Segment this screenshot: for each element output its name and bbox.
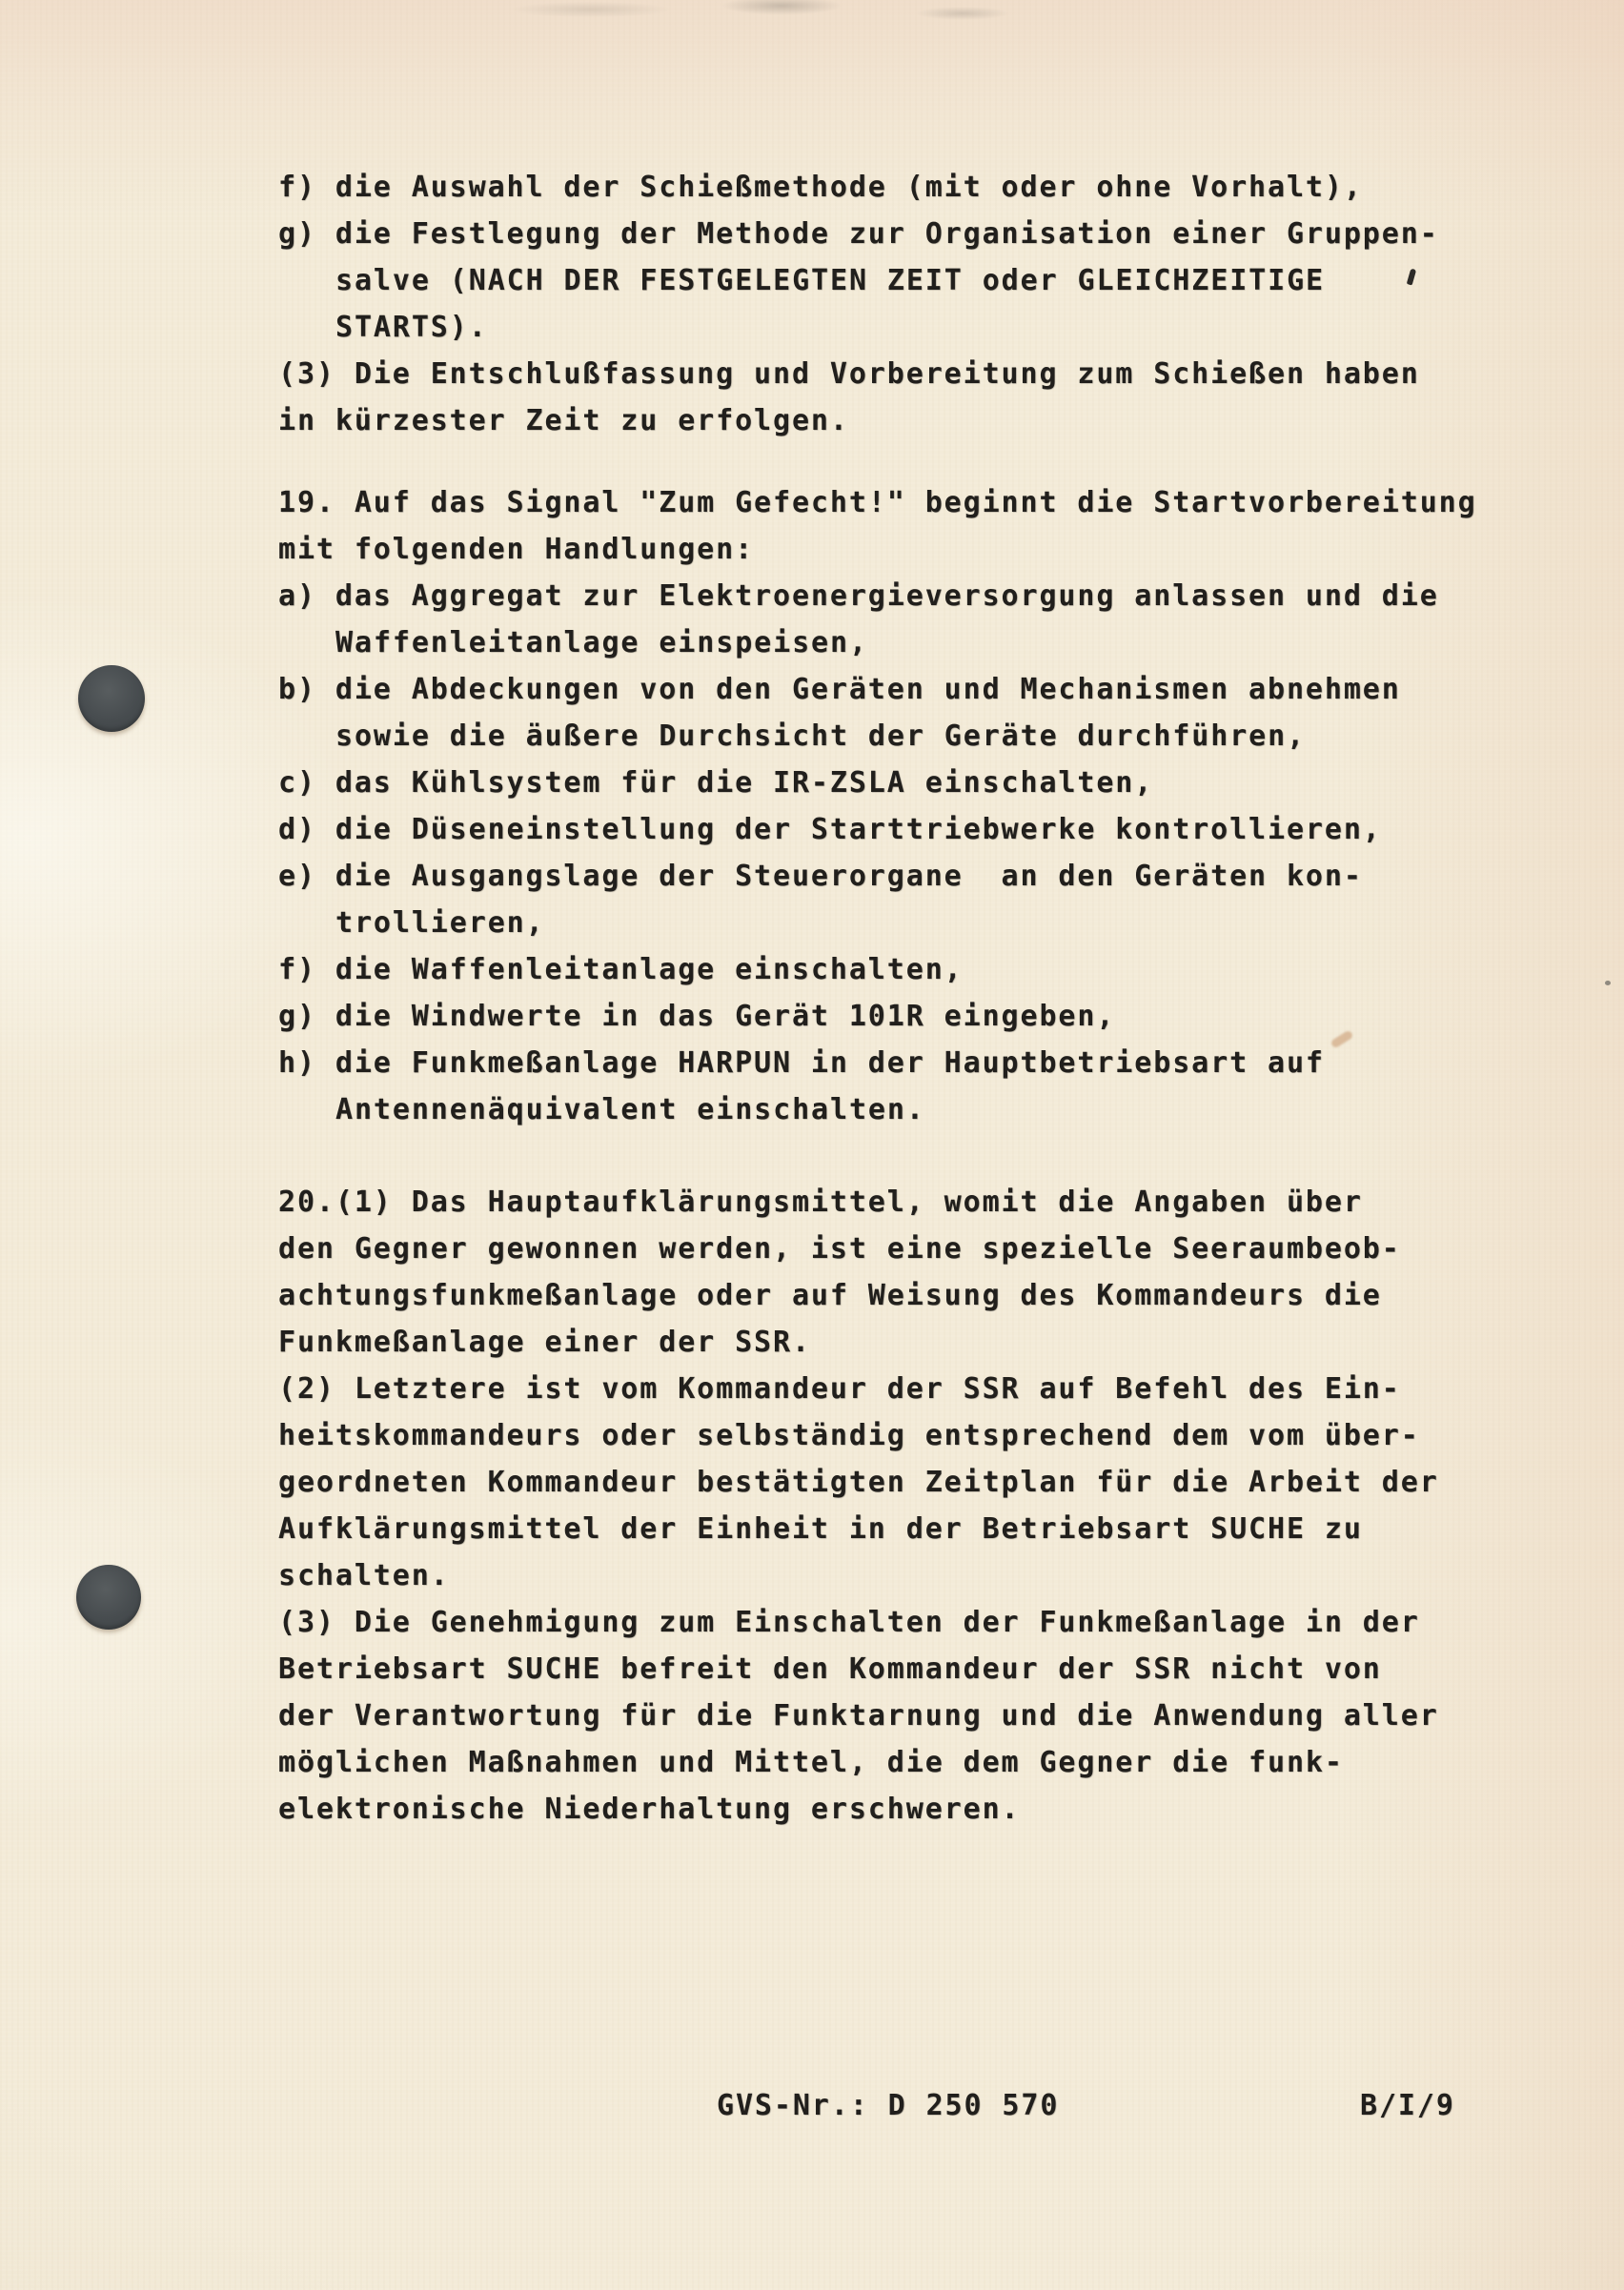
page-reference: B/I/9 bbox=[1360, 2089, 1455, 2122]
text-line: c) das Kühlsystem für die IR-ZSLA einschalten, bbox=[278, 766, 1154, 800]
text-line: f) die Waffenleitanlage einschalten, bbox=[278, 953, 964, 986]
text-line: (2) Letztere ist vom Kommandeur der SSR auf Befehl des Ein- bbox=[278, 1372, 1401, 1406]
text-line: 20.(1) Das Hauptaufklärungsmittel, womit die Angaben über bbox=[278, 1186, 1363, 1219]
text-line: g) die Windwerte in das Gerät 101R eingeben, bbox=[278, 1000, 1116, 1033]
text-line: Betriebsart SUCHE befreit den Kommandeur der SSR nicht von bbox=[278, 1652, 1382, 1686]
text-line: den Gegner gewonnen werden, ist eine spezielle Seeraumbeob- bbox=[278, 1232, 1401, 1266]
text-line: Waffenleitanlage einspeisen, bbox=[335, 626, 868, 659]
text-line: (3) Die Entschlußfassung und Vorbereitung zum Schießen haben bbox=[278, 357, 1420, 391]
text-line: h) die Funkmeßanlage HARPUN in der Hauptbetriebsart auf bbox=[278, 1046, 1325, 1080]
text-line: der Verantwortung für die Funktarnung und die Anwendung aller bbox=[278, 1699, 1439, 1733]
text-line: Antennenäquivalent einschalten. bbox=[335, 1093, 925, 1126]
text-line: g) die Festlegung der Methode zur Organisation einer Gruppen- bbox=[278, 217, 1439, 251]
text-line: 19. Auf das Signal "Zum Gefecht!" beginnt die Startvorbereitung bbox=[278, 486, 1477, 519]
stray-dot bbox=[1605, 981, 1611, 985]
text-line: salve (NACH DER FESTGELEGTEN ZEIT oder GLEICHZEITIGE bbox=[335, 264, 1325, 297]
text-block-items-f-g bbox=[278, 164, 1439, 444]
text-line: d) die Düseneinstellung der Starttriebwerke kontrollieren, bbox=[278, 813, 1382, 846]
text-line: Funkmeßanlage einer der SSR. bbox=[278, 1326, 811, 1359]
text-line: sowie die äußere Durchsicht der Geräte durchführen, bbox=[335, 719, 1307, 753]
text-line: a) das Aggregat zur Elektroenergieversorgung anlassen und die bbox=[278, 579, 1439, 613]
text-line: STARTS). bbox=[335, 311, 488, 344]
text-line: f) die Auswahl der Schießmethode (mit oder ohne Vorhalt), bbox=[278, 171, 1363, 204]
text-block-paragraph-19 bbox=[278, 479, 1477, 1133]
text-block-paragraph-20 bbox=[278, 1179, 1439, 1833]
text-line: b) die Abdeckungen von den Geräten und Mechanismen abnehmen bbox=[278, 673, 1401, 706]
text-line: Aufklärungsmittel der Einheit in der Betriebsart SUCHE zu bbox=[278, 1512, 1363, 1546]
text-line: e) die Ausgangslage der Steuerorgane an den Geräten kon- bbox=[278, 860, 1363, 893]
text-line: schalten. bbox=[278, 1559, 450, 1592]
gvs-number: GVS-Nr.: D 250 570 bbox=[717, 2089, 1060, 2122]
text-line: geordneten Kommandeur bestätigten Zeitplan für die Arbeit der bbox=[278, 1466, 1439, 1499]
punch-hole-bottom bbox=[76, 1565, 141, 1630]
text-line: heitskommandeurs oder selbständig entsprechend dem vom über- bbox=[278, 1419, 1420, 1452]
text-line: achtungsfunkmeßanlage oder auf Weisung des Kommandeurs die bbox=[278, 1279, 1382, 1312]
text-line: möglichen Maßnahmen und Mittel, die dem Gegner die funk- bbox=[278, 1746, 1344, 1779]
punch-hole-top bbox=[78, 665, 145, 732]
text-line: in kürzester Zeit zu erfolgen. bbox=[278, 404, 849, 437]
text-line: mit folgenden Handlungen: bbox=[278, 533, 755, 566]
text-line: (3) Die Genehmigung zum Einschalten der Funkmeßanlage in der bbox=[278, 1606, 1420, 1639]
text-line: elektronische Niederhaltung erschweren. bbox=[278, 1793, 1021, 1826]
text-line: trollieren, bbox=[335, 906, 545, 940]
page-footer bbox=[0, 2082, 1624, 2129]
